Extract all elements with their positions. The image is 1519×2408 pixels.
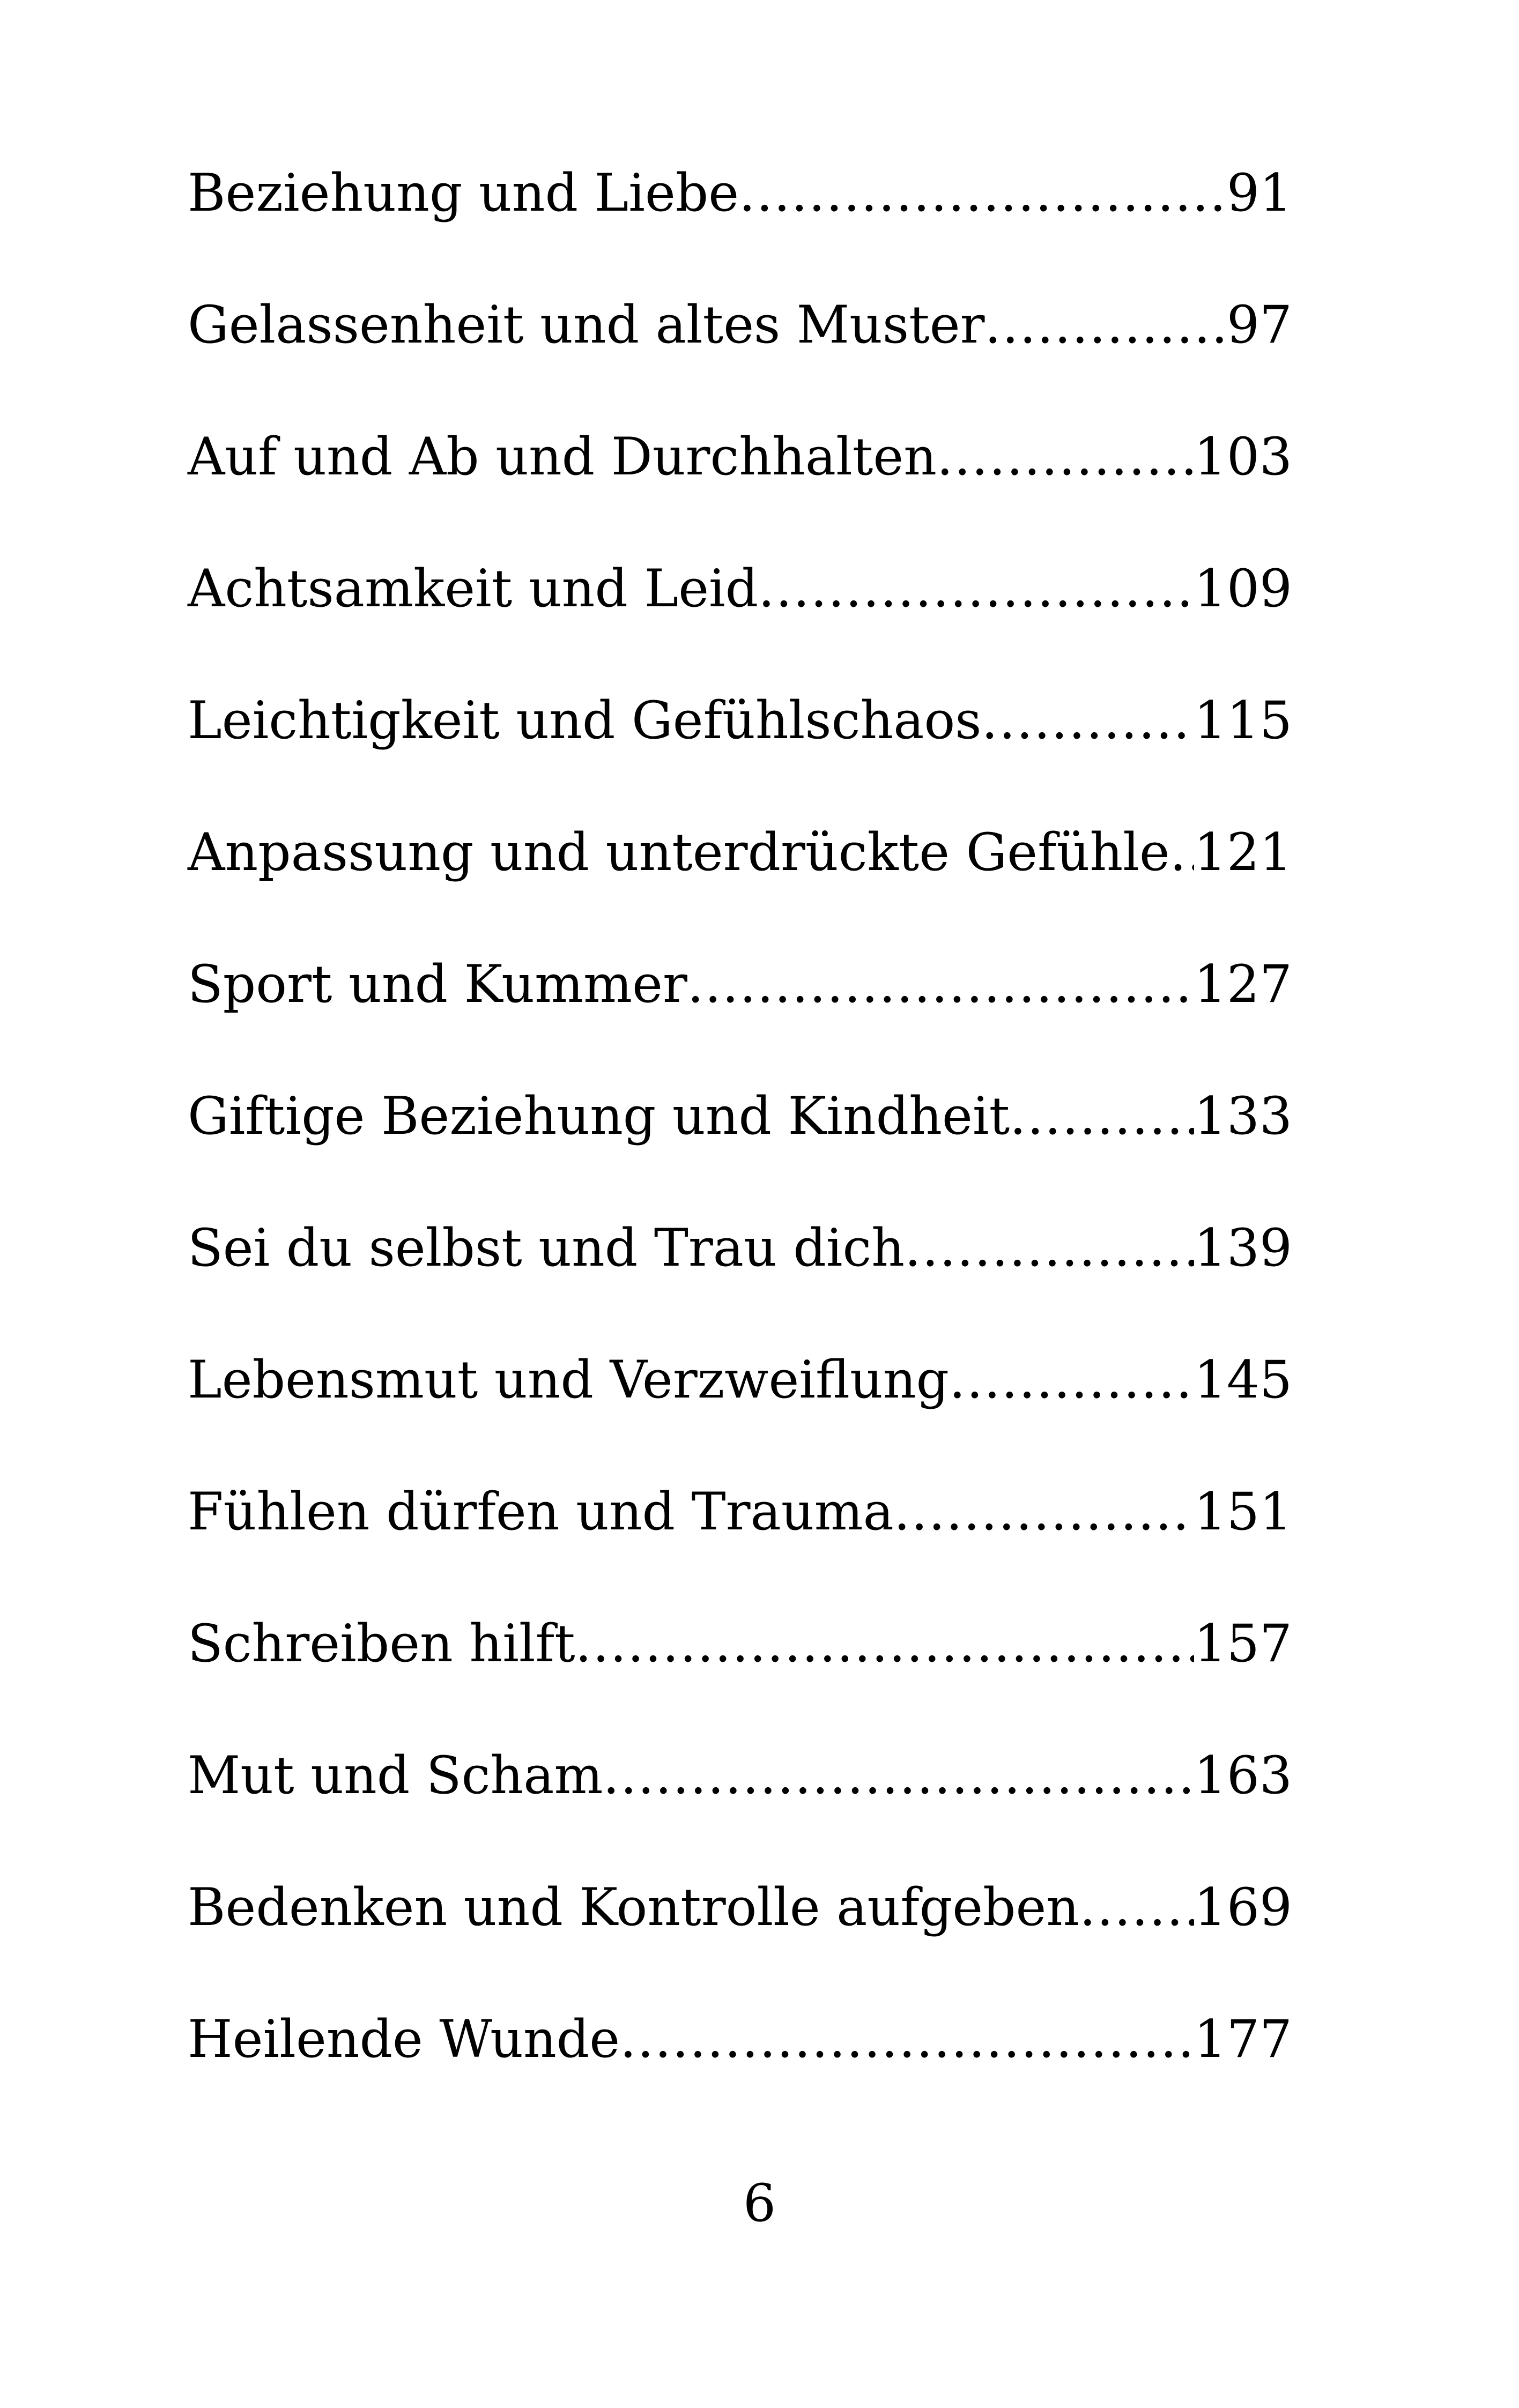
toc-entry-title: Sei du selbst und Trau dich [188,1218,905,1278]
dot-leader [1010,1079,1194,1154]
toc-entry-page: 139 [1194,1218,1292,1278]
dot-leader [739,155,1227,231]
toc-entry[interactable] [188,683,1292,815]
toc-entry-title: Giftige Beziehung und Kindheit [188,1086,1010,1146]
dot-leader [905,1210,1194,1285]
toc-entry-title: Bedenken und Kontrolle aufgeben [188,1877,1080,1937]
toc-entry-page: 109 [1194,559,1292,619]
toc-entry-title: Achtsamkeit und Leid [188,559,759,619]
toc-entry[interactable] [188,1870,1292,2002]
dot-leader [949,1342,1194,1417]
toc-entry-page: 97 [1226,295,1292,355]
toc-entry[interactable] [188,1079,1292,1210]
toc-entry-page: 103 [1194,427,1292,487]
dot-leader [758,551,1194,626]
toc-entry-title: Fühlen dürfen und Trauma [188,1482,894,1542]
toc-entry[interactable] [188,1210,1292,1342]
toc-entry[interactable] [188,287,1292,419]
toc-entry-page: 115 [1194,690,1292,750]
toc-entry-title: Leichtigkeit und Gefühlschaos [188,690,982,750]
dot-leader [575,1606,1194,1681]
toc-entry[interactable] [188,419,1292,551]
dot-leader [1170,815,1194,890]
toc-entry-title: Auf und Ab und Durchhalten [188,427,937,487]
toc-entry-page: 91 [1226,163,1292,223]
toc-entry-page: 133 [1194,1086,1292,1146]
dot-leader [982,683,1194,758]
toc-entry[interactable] [188,551,1292,683]
page-number: 6 [743,2173,776,2233]
dot-leader [1079,1870,1194,1945]
toc-entry-page: 151 [1194,1482,1292,1542]
toc-entry-title: Schreiben hilft [188,1614,575,1674]
toc-entry-title: Beziehung und Liebe [188,163,739,223]
toc-entry-page: 121 [1194,822,1292,882]
toc-entry-page: 169 [1194,1877,1292,1937]
toc-entry-title: Gelassenheit und altes Muster [188,295,985,355]
toc-entry[interactable] [188,1342,1292,1474]
table-of-contents [188,155,1292,2134]
dot-leader [603,1738,1194,1813]
toc-entry-title: Anpassung und unterdrückte Gefühle [188,822,1170,882]
dot-leader [687,947,1194,1022]
toc-entry-page: 127 [1194,954,1292,1014]
toc-entry[interactable] [188,815,1292,947]
dot-leader [620,2002,1194,2077]
toc-entry-page: 157 [1194,1614,1292,1674]
toc-entry[interactable] [188,1474,1292,1606]
toc-entry-title: Heilende Wunde [188,2009,620,2069]
toc-entry-title: Sport und Kummer [188,954,687,1014]
dot-leader [937,419,1194,494]
toc-entry[interactable] [188,2002,1292,2134]
toc-entry-page: 145 [1194,1350,1292,1410]
toc-entry-title: Mut und Scham [188,1745,603,1805]
toc-entry[interactable] [188,947,1292,1079]
toc-entry-page: 163 [1194,1745,1292,1805]
dot-leader [984,287,1226,362]
dot-leader [894,1474,1194,1549]
toc-entry-page: 177 [1194,2009,1292,2069]
toc-entry[interactable] [188,1606,1292,1738]
toc-entry[interactable] [188,155,1292,287]
toc-entry-title: Lebensmut und Verzweiflung [188,1350,950,1410]
toc-entry[interactable] [188,1738,1292,1870]
